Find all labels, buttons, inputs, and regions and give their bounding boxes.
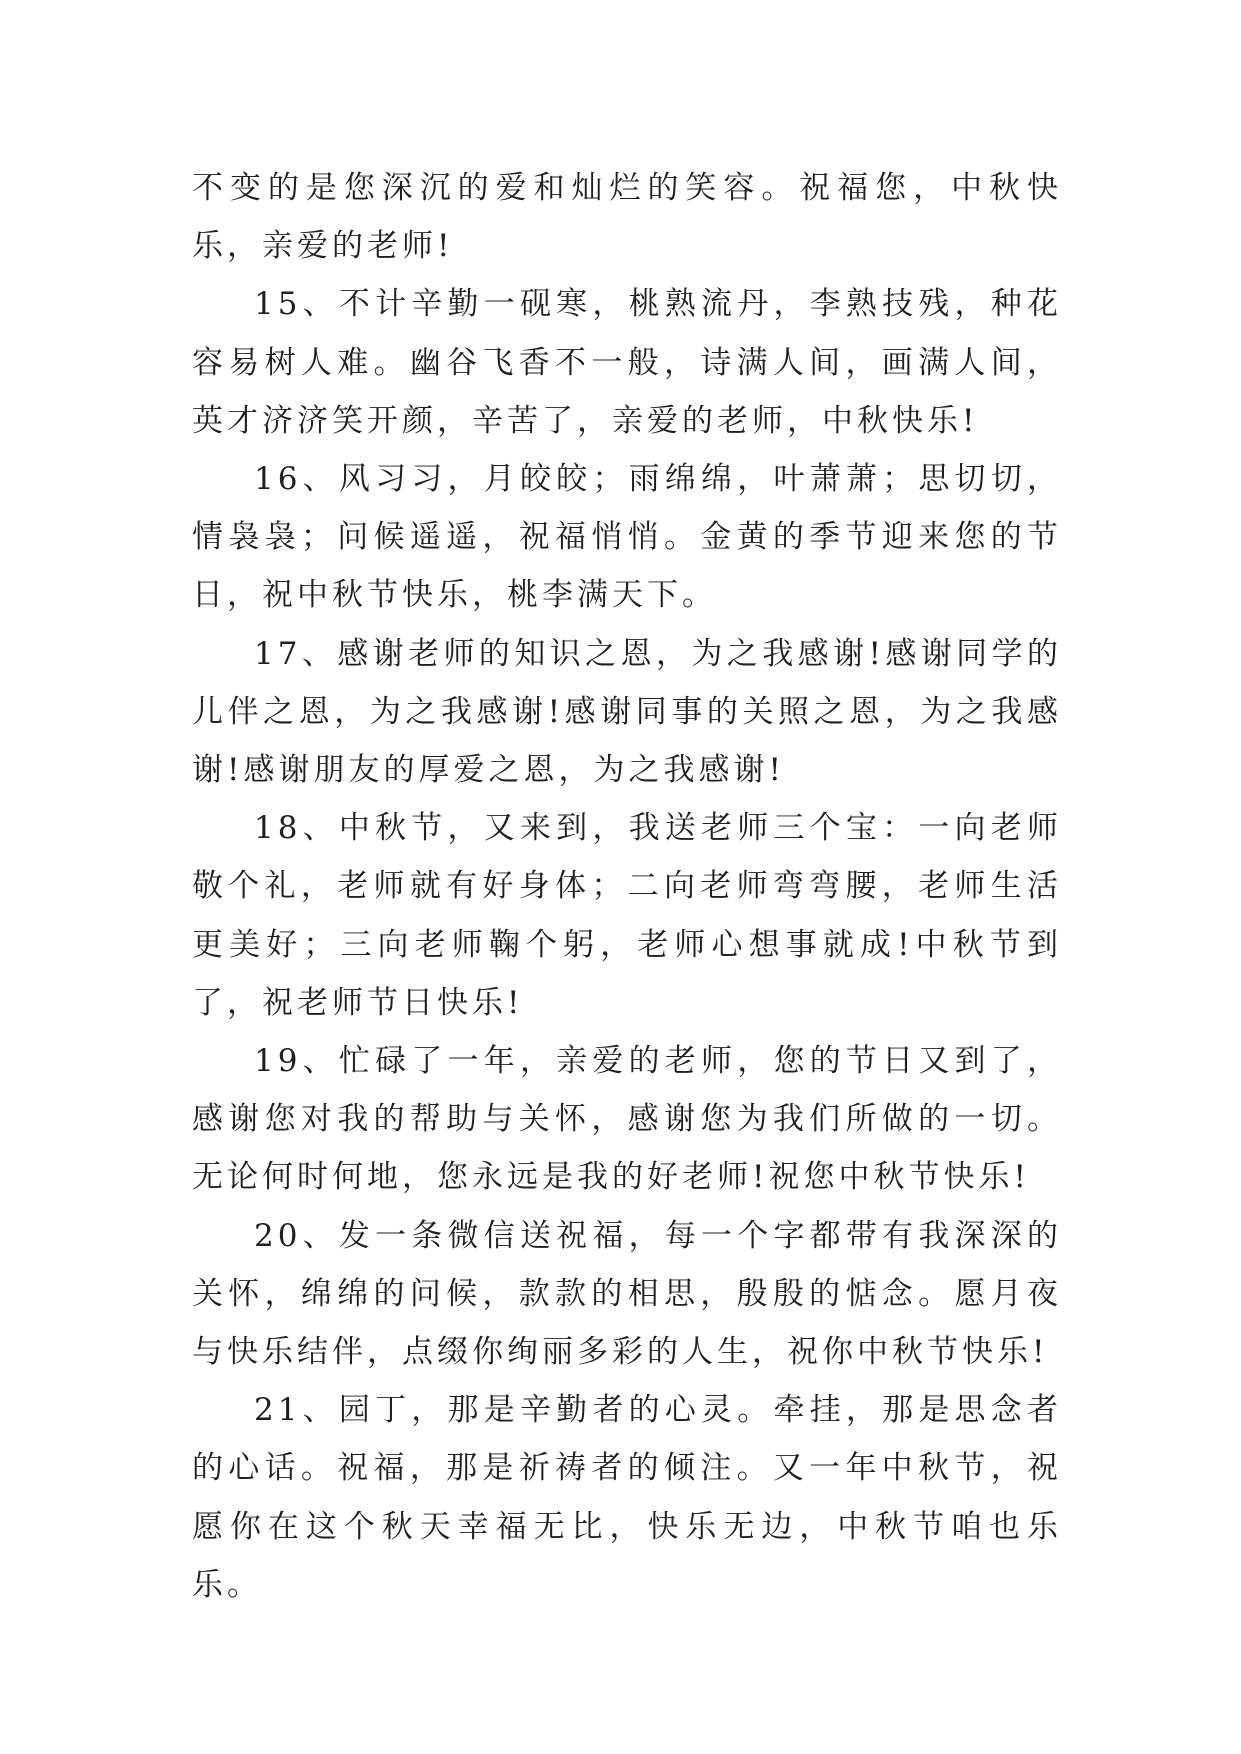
paragraph-15: 15、不计辛勤一砚寒，桃熟流丹，李熟技残，种花容易树人难。幽谷飞香不一般，诗满人间，画满人间，英才济济笑开颜，辛苦了，亲爱的老师，中秋快乐!: [192, 286, 1062, 439]
paragraph-19: 19、忙碌了一年，亲爱的老师，您的节日又到了，感谢您对我的帮助与关怀，感谢您为我们所做的一切。无论何时何地，您永远是我的好老师!祝您中秋节快乐!: [192, 1043, 1062, 1196]
paragraph-continuation: 不变的是您深沉的爱和灿烂的笑容。祝福您，中秋快乐，亲爱的老师!: [192, 170, 1062, 265]
paragraph-21: 21、园丁，那是辛勤者的心灵。牵挂，那是思念者的心话。祝福，那是祈祷者的倾注。又一年中秋节，祝愿你在这个秋天幸福无比，快乐无边，中秋节咱也乐乐。: [192, 1392, 1062, 1603]
paragraph-20: 20、发一条微信送祝福，每一个字都带有我深深的关怀，绵绵的问候，款款的相思，殷殷的惦念。愿月夜与快乐结伴，点缀你绚丽多彩的人生，祝你中秋节快乐!: [192, 1217, 1062, 1371]
paragraph-16: 16、风习习，月皎皎；雨绵绵，叶萧萧；思切切，情袅袅；问候遥遥，祝福悄悄。金黄的季节迎来您的节日，祝中秋节快乐，桃李满天下。: [192, 461, 1062, 614]
paragraph-17: 17、感谢老师的知识之恩，为之我感谢!感谢同学的儿伴之恩，为之我感谢!感谢同事的关照之恩，为之我感谢!感谢朋友的厚爱之恩，为之我感谢!: [192, 635, 1062, 789]
paragraph-18: 18、中秋节，又来到，我送老师三个宝：一向老师敬个礼，老师就有好身体；二向老师弯弯腰，老师生活更美好；三向老师鞠个躬，老师心想事就成!中秋节到了，祝老师节日快乐!: [192, 810, 1062, 1021]
document-body: [192, 159, 1062, 1614]
